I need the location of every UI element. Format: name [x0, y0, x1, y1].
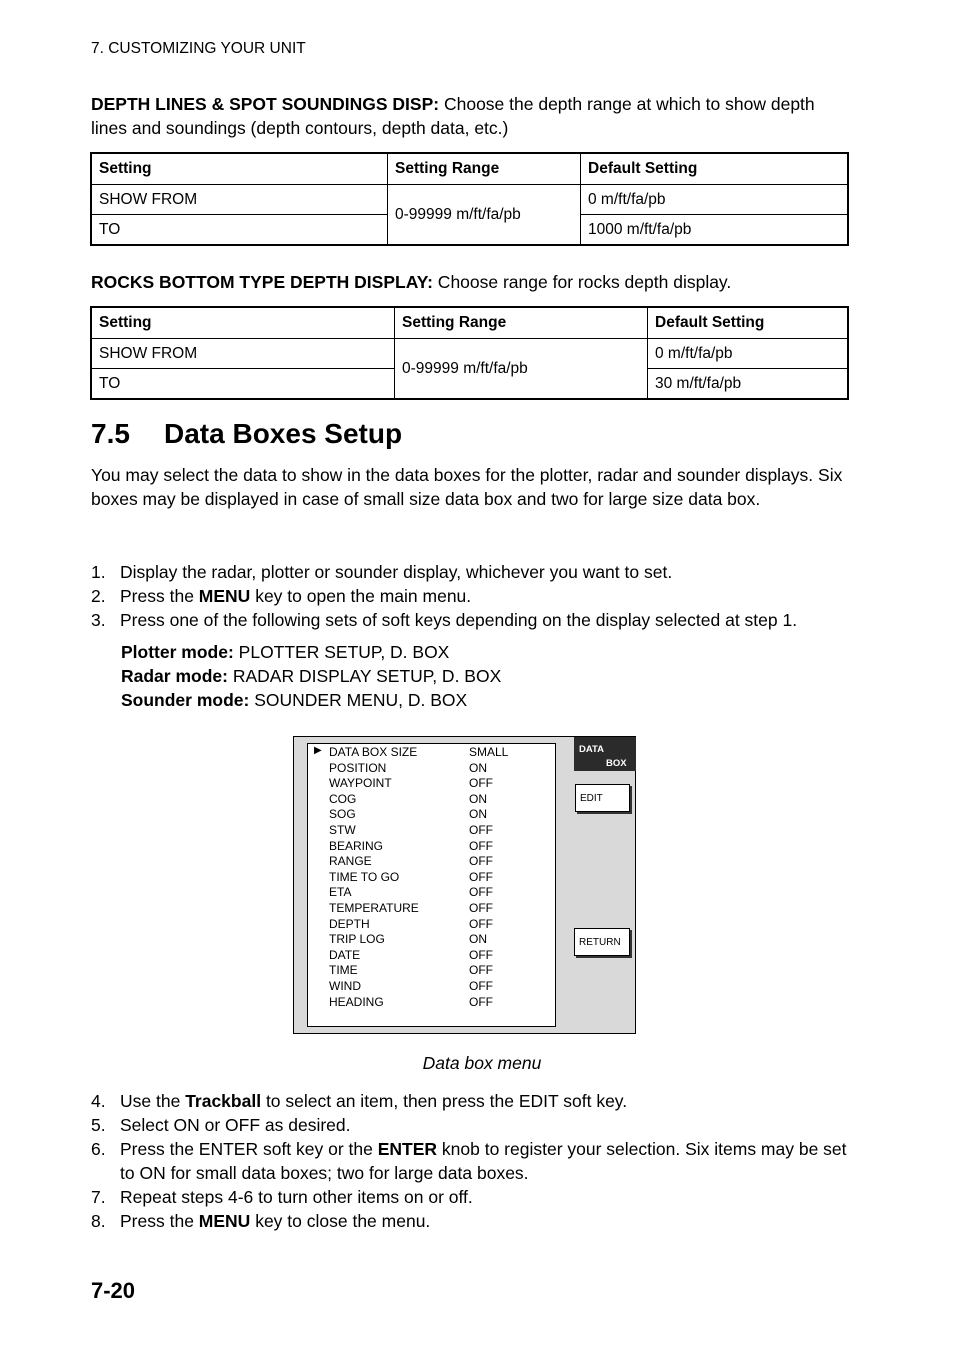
menu-item-label: DATE	[329, 947, 361, 962]
table-header: Setting Range	[388, 153, 581, 185]
depth-lines-paragraph	[91, 92, 851, 140]
softkey-title-data-box	[574, 737, 636, 771]
step-number: 6.	[91, 1139, 106, 1159]
rocks-text: Choose range for rocks depth display.	[432, 272, 732, 292]
menu-item-label: COG	[329, 791, 357, 806]
depth-lines-text: Choose the depth range at which to show depth lines and soundings (depth contours, depth data, etc.)	[91, 94, 815, 138]
menu-item-value: OFF	[469, 963, 493, 978]
step-text: Use the Trackball to select an item, then press the EDIT soft key.	[120, 1091, 628, 1111]
step-number: 2.	[91, 586, 106, 606]
figure-caption: Data box menu	[422, 1053, 542, 1073]
menu-item-label: WAYPOINT	[329, 776, 392, 791]
menu-item-value: OFF	[469, 885, 493, 900]
menu-item-label: TRIP LOG	[329, 932, 385, 947]
table-cell: TO	[91, 215, 388, 246]
menu-item-label: BEARING	[329, 838, 384, 853]
mode-plotter: Plotter mode: PLOTTER SETUP, D. BOX	[121, 642, 450, 662]
menu-item-value: OFF	[469, 994, 493, 1009]
menu-item-label: TIME	[329, 963, 358, 978]
chapter-header: 7. CUSTOMIZING YOUR UNIT	[91, 40, 306, 57]
step-text: Press the MENU key to close the menu.	[120, 1211, 431, 1231]
step-number: 4.	[91, 1091, 106, 1111]
step-number: 7.	[91, 1187, 106, 1207]
menu-item-label: POSITION	[329, 760, 387, 775]
edit-softkey[interactable]: EDIT	[575, 784, 630, 812]
softbar-line2: BOX	[606, 758, 627, 769]
table-header: Default Setting	[648, 307, 849, 339]
table-cell-range: 0-99999 m/ft/fa/pb	[395, 339, 648, 400]
menu-item-value: OFF	[469, 916, 493, 931]
menu-item-value: OFF	[469, 823, 493, 837]
section-intro: You may select the data to show in the data boxes for the plotter, radar and sounder displays. Six boxes may be displayed in case of small size data box and two for large size data box.	[91, 465, 843, 509]
table-cell: SHOW FROM	[91, 185, 388, 215]
menu-item-label: TEMPERATURE	[329, 901, 419, 915]
step-text: Press the MENU key to open the main menu.	[120, 586, 472, 606]
menu-item-value: ON	[469, 932, 487, 947]
rocks-paragraph	[91, 270, 851, 294]
step-text: Display the radar, plotter or sounder display, whichever you want to set.	[120, 562, 673, 582]
step-number: 3.	[91, 610, 106, 630]
menu-item-label: WIND	[329, 979, 361, 993]
menu-item-value: SMALL	[469, 745, 509, 759]
return-softkey[interactable]: RETURN	[574, 928, 630, 956]
depth-lines-heading: DEPTH LINES & SPOT SOUNDINGS DISP:	[91, 94, 440, 114]
table-cell: 0 m/ft/fa/pb	[648, 339, 849, 369]
data-box-menu-figure	[293, 736, 636, 1034]
step-number: 1.	[91, 562, 106, 582]
menu-item-value: ON	[469, 807, 487, 822]
menu-item-value: OFF	[469, 776, 493, 791]
step-number: 8.	[91, 1211, 106, 1231]
mode-sounder: Sounder mode: SOUNDER MENU, D. BOX	[121, 690, 468, 710]
menu-item-value: OFF	[469, 947, 493, 962]
table-header: Setting	[91, 307, 395, 339]
rocks-heading: ROCKS BOTTOM TYPE DEPTH DISPLAY:	[91, 272, 433, 292]
step-text: Select ON or OFF as desired.	[120, 1115, 351, 1135]
table-header: Setting	[91, 153, 388, 185]
menu-item-label: TIME TO GO	[329, 869, 400, 884]
menu-item-label: STW	[329, 823, 356, 837]
step-text: Repeat steps 4-6 to turn other items on or off.	[120, 1187, 473, 1207]
menu-item-value: OFF	[469, 869, 493, 884]
table-cell: 1000 m/ft/fa/pb	[581, 215, 849, 246]
triangle-right-icon: ▶	[314, 745, 322, 756]
menu-item-label: ETA	[329, 885, 352, 900]
softbar-line1: DATA	[579, 744, 604, 755]
data-box-menu-panel	[307, 743, 556, 1027]
table-cell: TO	[91, 369, 395, 400]
section-title-text: Data Boxes Setup	[164, 418, 403, 449]
menu-item-label: DATA BOX SIZE	[329, 745, 418, 759]
mode-radar: Radar mode: RADAR DISPLAY SETUP, D. BOX	[121, 666, 502, 686]
table-header: Setting Range	[395, 307, 648, 339]
menu-item-label: HEADING	[329, 994, 384, 1009]
section-title	[91, 418, 402, 450]
table-cell: SHOW FROM	[91, 339, 395, 369]
rocks-table	[90, 306, 849, 400]
menu-item-label: RANGE	[329, 854, 372, 869]
step-number: 5.	[91, 1115, 106, 1135]
menu-item-label: SOG	[329, 807, 356, 822]
table-cell: 0 m/ft/fa/pb	[581, 185, 849, 215]
table-row	[91, 339, 848, 369]
page-number: 7-20	[91, 1278, 136, 1303]
depth-lines-table	[90, 152, 849, 246]
menu-item-value: OFF	[469, 901, 493, 915]
menu-item-value: OFF	[469, 979, 493, 993]
step-text: Press the ENTER soft key or the ENTER knob to register your selection. Six items may be set to ON for small data boxes; two for large data boxes.	[120, 1139, 847, 1183]
table-header: Default Setting	[581, 153, 849, 185]
menu-item-value: OFF	[469, 838, 493, 853]
menu-item-value: ON	[469, 760, 487, 775]
table-cell: 30 m/ft/fa/pb	[648, 369, 849, 400]
menu-item-value: ON	[469, 791, 487, 806]
table-row	[91, 185, 848, 215]
menu-item-label: DEPTH	[329, 916, 370, 931]
menu-item-value: OFF	[469, 854, 493, 869]
section-number: 7.5	[91, 418, 130, 449]
step-text: Press one of the following sets of soft keys depending on the display selected at step 1.	[120, 610, 798, 630]
table-cell-range: 0-99999 m/ft/fa/pb	[388, 185, 581, 246]
